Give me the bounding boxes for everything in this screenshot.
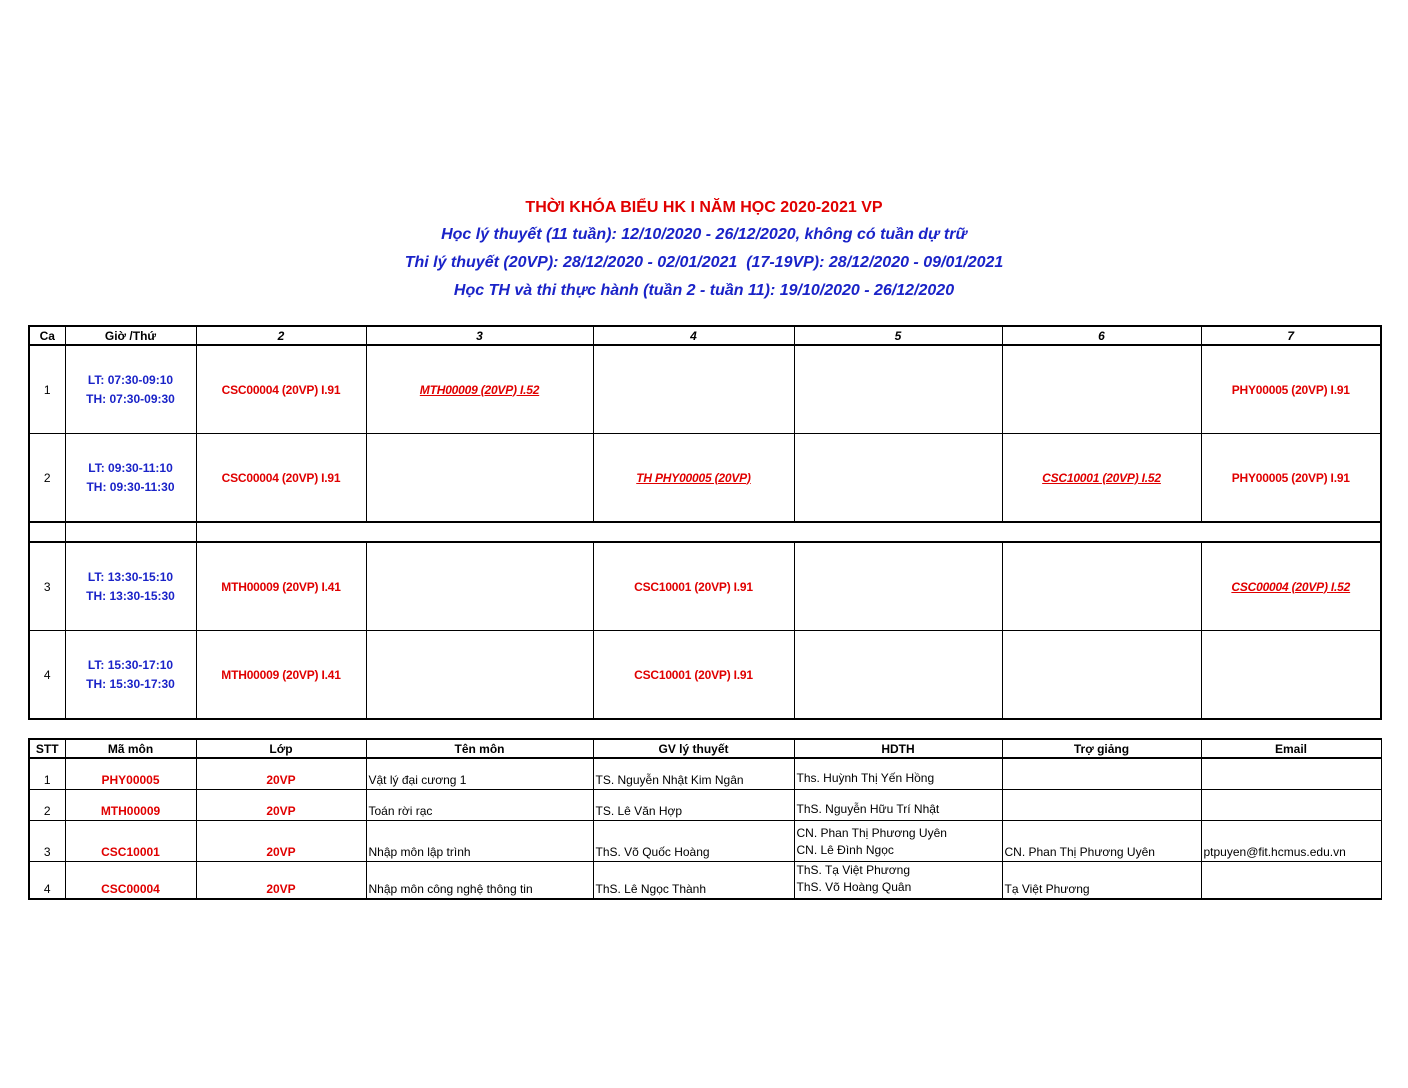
lunch-break-row [29, 522, 1381, 542]
header-day-3: 3 [366, 326, 593, 345]
class-cell: PHY00005 (20VP) I.91 [1201, 345, 1381, 434]
course-row [29, 790, 1381, 821]
instructor-name: ThS. Tạ Việt Phương [796, 863, 911, 877]
header-class: Lớp [196, 739, 366, 758]
class-cell: MTH00009 (20VP) I.41 [196, 631, 366, 720]
header-lecturer: GV lý thuyết [593, 739, 794, 758]
slot-number: 2 [29, 434, 65, 523]
teaching-assistant [1002, 790, 1201, 821]
slot-time [65, 345, 196, 434]
slot-row-2 [29, 434, 1381, 523]
theory-time: LT: 13:30-15:10 [87, 569, 174, 584]
slot-number: 1 [29, 345, 65, 434]
gap-cell [29, 522, 65, 542]
class-cell: PHY00005 (20VP) I.91 [1201, 434, 1381, 523]
course-row [29, 862, 1381, 900]
timetable-header-row [29, 326, 1381, 345]
lecturer: TS. Nguyễn Nhật Kim Ngân [593, 758, 794, 790]
class-cell: CSC10001 (20VP) I.52 [1002, 434, 1201, 523]
lecturer: ThS. Võ Quốc Hoàng [593, 821, 794, 862]
slot-time [65, 542, 196, 631]
class-cell [794, 631, 1002, 720]
class-cell [794, 434, 1002, 523]
page-title: THỜI KHÓA BIỂU HK I NĂM HỌC 2020-2021 VP [525, 199, 883, 216]
email [1201, 758, 1381, 790]
header-ca: Ca [29, 326, 65, 345]
gap-cell [196, 522, 1381, 542]
course-code: MTH00009 [65, 790, 196, 821]
course-code: CSC10001 [65, 821, 196, 862]
slot-time [65, 434, 196, 523]
header-day-4: 4 [593, 326, 794, 345]
class-cell [1002, 542, 1201, 631]
header-day-5: 5 [794, 326, 1002, 345]
course-name: Nhập môn công nghệ thông tin [366, 862, 593, 900]
class-cell: CSC00004 (20VP) I.91 [196, 345, 366, 434]
class-cell [366, 434, 593, 523]
course-row [29, 821, 1381, 862]
document-header [0, 196, 1408, 307]
practice-time: TH: 13:30-15:30 [86, 588, 175, 603]
class-cell: CSC00004 (20VP) I.52 [1201, 542, 1381, 631]
class-cell [1201, 631, 1381, 720]
course-name: Vật lý đại cương 1 [366, 758, 593, 790]
practice-instructor [794, 758, 1002, 790]
class-cell [794, 542, 1002, 631]
row-number: 4 [29, 862, 65, 900]
class-cell: TH PHY00005 (20VP) [593, 434, 794, 523]
header-day-7: 7 [1201, 326, 1381, 345]
theory-time: LT: 15:30-17:10 [87, 657, 174, 672]
theory-time: LT: 07:30-09:10 [87, 372, 174, 387]
teaching-assistant: CN. Phan Thị Phương Uyên [1002, 821, 1201, 862]
header-ta: Trợ giảng [1002, 739, 1201, 758]
teaching-assistant [1002, 758, 1201, 790]
course-header-row [29, 739, 1381, 758]
class-cell [1002, 631, 1201, 720]
header-day-6: 6 [1002, 326, 1201, 345]
class-name: 20VP [196, 790, 366, 821]
class-cell [593, 345, 794, 434]
theory-period: Học lý thuyết (11 tuần): 12/10/2020 - 26/12/2020, không có tuần dự trữ [441, 226, 967, 243]
header-code: Mã môn [65, 739, 196, 758]
email: ptpuyen@fit.hcmus.edu.vn [1201, 821, 1381, 862]
class-name: 20VP [196, 821, 366, 862]
header-hdth: HDTH [794, 739, 1002, 758]
course-row [29, 758, 1381, 790]
course-list [28, 738, 1382, 900]
course-code: CSC00004 [65, 862, 196, 900]
class-cell: MTH00009 (20VP) I.52 [366, 345, 593, 434]
class-cell: CSC10001 (20VP) I.91 [593, 542, 794, 631]
exam-period: Thi lý thuyết (20VP): 28/12/2020 - 02/01/2021 (17-19VP): 28/12/2020 - 09/01/2021 [404, 254, 1004, 271]
practice-time: TH: 07:30-09:30 [86, 391, 175, 406]
theory-time: LT: 09:30-11:10 [88, 460, 173, 475]
slot-number: 4 [29, 631, 65, 720]
header-stt: STT [29, 739, 65, 758]
class-cell [1002, 345, 1201, 434]
class-cell: CSC00004 (20VP) I.91 [196, 434, 366, 523]
instructor-name: ThS. Võ Hoàng Quân [796, 880, 912, 894]
course-code: PHY00005 [65, 758, 196, 790]
practice-time: TH: 15:30-17:30 [86, 676, 175, 691]
practice-instructor [794, 790, 1002, 821]
instructor-name: ThS. Nguyễn Hữu Trí Nhật [796, 802, 940, 816]
class-cell: MTH00009 (20VP) I.41 [196, 542, 366, 631]
slot-row-3 [29, 542, 1381, 631]
header-time: Giờ /Thứ [65, 326, 196, 345]
course-name: Toán rời rạc [366, 790, 593, 821]
row-number: 2 [29, 790, 65, 821]
class-cell: CSC10001 (20VP) I.91 [593, 631, 794, 720]
practice-time: TH: 09:30-11:30 [86, 479, 175, 494]
slot-row-1 [29, 345, 1381, 434]
class-name: 20VP [196, 758, 366, 790]
class-cell [366, 542, 593, 631]
slot-time [65, 631, 196, 720]
instructor-name: CN. Phan Thị Phương Uyên [796, 826, 947, 840]
lecturer: ThS. Lê Ngọc Thành [593, 862, 794, 900]
class-name: 20VP [196, 862, 366, 900]
practice-period: Học TH và thi thực hành (tuần 2 - tuần 11): 19/10/2020 - 26/12/2020 [453, 282, 955, 299]
slot-row-4 [29, 631, 1381, 720]
timetable [28, 325, 1382, 720]
header-course-name: Tên môn [366, 739, 593, 758]
class-cell [794, 345, 1002, 434]
row-number: 3 [29, 821, 65, 862]
teaching-assistant: Tạ Việt Phương [1002, 862, 1201, 900]
instructor-name: Ths. Huỳnh Thị Yến Hồng [796, 771, 935, 785]
practice-instructor [794, 862, 1002, 900]
class-cell [366, 631, 593, 720]
header-email: Email [1201, 739, 1381, 758]
course-name: Nhập môn lập trình [366, 821, 593, 862]
gap-cell [65, 522, 196, 542]
row-number: 1 [29, 758, 65, 790]
lecturer: TS. Lê Văn Hợp [593, 790, 794, 821]
practice-instructor [794, 821, 1002, 862]
header-day-2: 2 [196, 326, 366, 345]
instructor-name: CN. Lê Đình Ngọc [796, 843, 894, 857]
slot-number: 3 [29, 542, 65, 631]
email [1201, 862, 1381, 900]
email [1201, 790, 1381, 821]
